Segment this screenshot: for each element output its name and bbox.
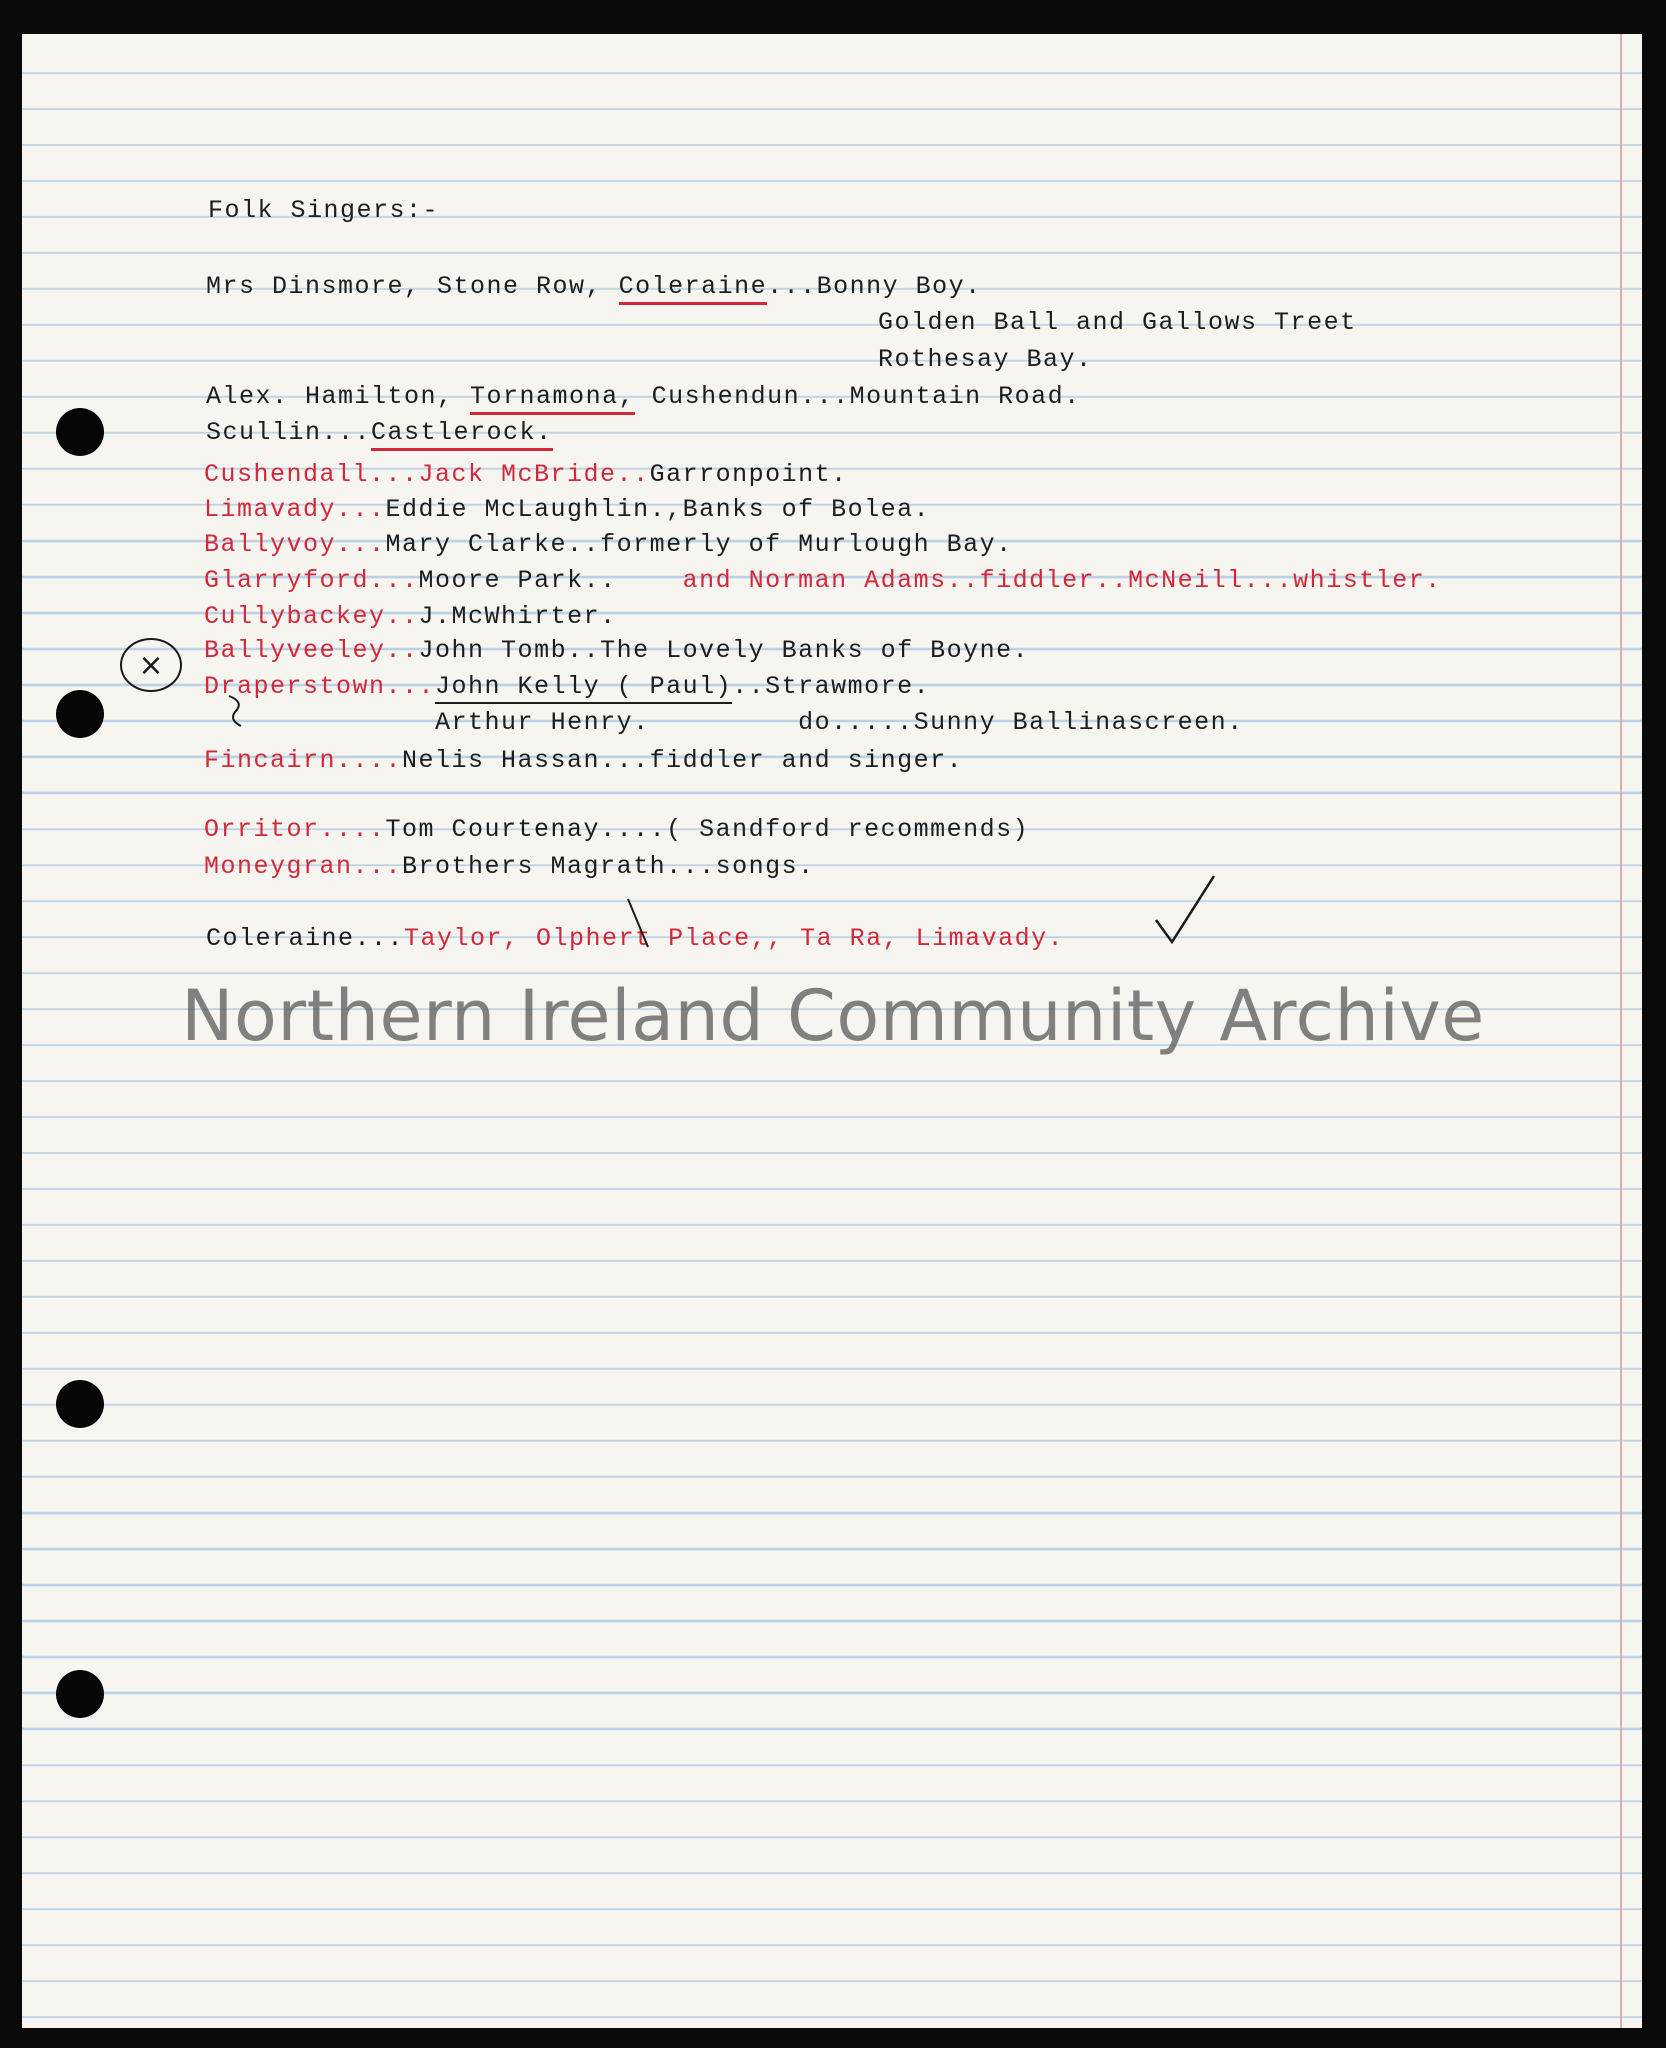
entry-ballyvoy: Ballyvoy...Mary Clarke..formerly of Murlough Bay. [204, 530, 1013, 559]
entry-scullin: Scullin...Castlerock. [206, 418, 553, 448]
entry-cushendall: Cushendall...Jack McBride..Garronpoint. [204, 460, 848, 489]
punch-hole [56, 690, 104, 738]
handwritten-strike-icon [624, 895, 654, 955]
watermark: Northern Ireland Community Archive [181, 975, 1485, 1057]
entry-orritor: Orritor....Tom Courtenay....( Sandford recommends) [204, 815, 1030, 844]
entry-fincairn: Fincairn....Nelis Hassan...fiddler and singer. [204, 746, 964, 775]
entry-ballyveeley: Ballyveeley..John Tomb..The Lovely Banks of Boyne. [204, 636, 1030, 665]
entry-glarryford: Glarryford...Moore Park.. and Norman Adams..fiddler..McNeill...whistler. [204, 566, 1442, 595]
entry-coleraine-taylor: Coleraine...Taylor, Olphert Place,, Ta Ra, Limavady. [206, 924, 1065, 953]
handwritten-squiggle-icon [225, 690, 255, 730]
handwritten-circled-mark: × [120, 638, 182, 692]
punch-hole [56, 1670, 104, 1718]
entry-draperstown: Draperstown...John Kelly ( Paul)..Strawmore. [204, 672, 930, 702]
entry-arthur-henry: Arthur Henry. do.....Sunny Ballinascreen. [435, 708, 1244, 737]
entry-hamilton: Alex. Hamilton, Tornamona, Cushendun...Mountain Road. [206, 382, 1081, 412]
song-rothesay: Rothesay Bay. [878, 345, 1093, 374]
entry-moneygran: Moneygran...Brothers Magrath...songs. [204, 852, 815, 881]
entry-limavady: Limavady...Eddie McLaughlin.,Banks of Bolea. [204, 495, 931, 524]
handwritten-tick-icon [1150, 870, 1220, 950]
entry-cullybackey: Cullybackey..J.McWhirter. [204, 602, 617, 631]
song-golden-ball: Golden Ball and Gallows Treet [878, 308, 1357, 337]
punch-hole [56, 1380, 104, 1428]
entry-dinsmore: Mrs Dinsmore, Stone Row, Coleraine...Bonny Boy. [206, 272, 982, 302]
punch-hole [56, 408, 104, 456]
page-title: Folk Singers:- [208, 196, 440, 225]
